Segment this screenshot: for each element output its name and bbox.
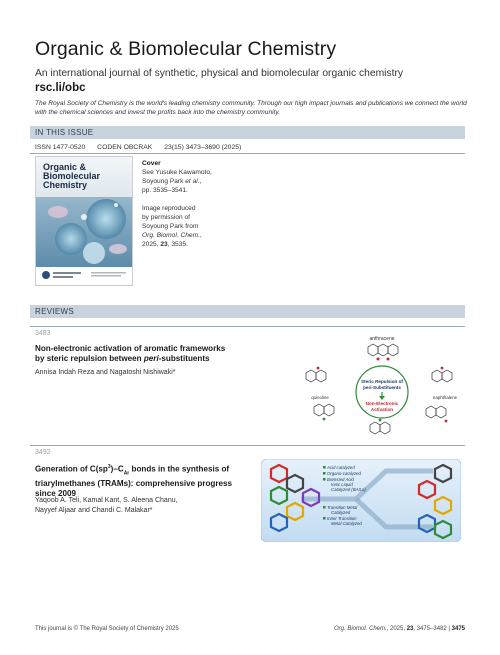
method-inner: Inner Transition xyxy=(327,516,357,521)
label-activation-2: Activation xyxy=(370,407,394,412)
volume-pages: 23(15) 3473–3690 (2025) xyxy=(164,144,242,151)
cover-mini-title-2: Biomolecular xyxy=(43,171,101,181)
rsc-blurb: The Royal Society of Chemistry is the world's leading chemistry community. Through our high impact journals and publications we connect the world with the chemical sciences and invest the profits back into the chemistry community. xyxy=(35,100,467,117)
reviews-band xyxy=(30,305,465,318)
cover-mini-title-1: Organic & xyxy=(43,162,87,172)
toc-graphic-trams xyxy=(261,459,461,542)
issn-line xyxy=(35,144,251,151)
cover-repro-1: Image reproduced xyxy=(142,205,196,212)
reviews-heading: REVIEWS xyxy=(35,307,74,316)
cover-repro-4: Org. Biomol. Chem., xyxy=(142,232,202,239)
coden: CODEN OBCRAK xyxy=(97,144,153,151)
label-anthracene: anthracene xyxy=(369,336,395,342)
journal-subtitle: An international journal of synthetic, physical and biomolecular organic chemistry xyxy=(35,68,404,79)
divider xyxy=(30,153,465,154)
cover-repro-5: 2025, 23, 3535. xyxy=(142,241,188,248)
cover-mini-title-3: Chemistry xyxy=(43,180,88,190)
method-tm-cat: Catalyzed xyxy=(331,510,351,515)
cover-info xyxy=(142,159,222,249)
cover-artwork xyxy=(36,157,133,286)
cover-line-2: Soyoung Park et al., xyxy=(142,178,202,185)
cover-image[interactable] xyxy=(35,156,133,286)
divider xyxy=(30,445,465,446)
method-tm: Transition Metal xyxy=(327,505,358,510)
journal-url-link[interactable]: rsc.li/obc xyxy=(35,82,86,94)
cover-repro-2: by permission of xyxy=(142,214,191,221)
article-page-number: 3483 xyxy=(35,330,51,337)
divider xyxy=(30,326,465,327)
article-authors: Annisa Indah Reza and Nagatoshi Nishiwaki* xyxy=(35,369,176,376)
cover-line-1: See Yusuke Kawamoto, xyxy=(142,169,212,176)
cover-repro-3: Soyoung Park from xyxy=(142,223,199,230)
in-this-issue-band xyxy=(30,126,465,139)
article-title[interactable]: Generation of $C(sp^3)-C_{Ar}$ bonds in the synthesis of triarylmethanes (TRAMs): comprehensive progress since 2009 xyxy=(35,464,233,498)
toc-graphic-peri xyxy=(300,330,465,442)
cover-heading: Cover xyxy=(142,160,161,167)
page-number: 3475 xyxy=(451,626,465,632)
method-bails: Catalyzed (BAILs) xyxy=(331,487,366,492)
method-organo: Organo-catalyzed xyxy=(327,471,361,476)
label-quinoline: quinoline xyxy=(311,395,329,400)
article-authors: Yaqoob A. Teli, Kamal Kant, S. Aleena Chanu, Nayyef Aljaar and Chandi C. Malakar* xyxy=(35,497,178,514)
footer-copyright: This journal is © The Royal Society of Chemistry 2025 xyxy=(35,626,179,632)
method-bronsted: Brønsted Acid xyxy=(327,477,354,482)
method-acid: Acid catalyzed xyxy=(327,465,355,470)
label-naphthalene: naphthalene xyxy=(432,395,458,400)
journal-title: Organic & Biomolecular Chemistry xyxy=(35,38,337,60)
label-steric-1: Steric Repulsion of xyxy=(361,379,403,384)
label-activation-1: Non-Electronic xyxy=(365,401,399,406)
label-steric-2: peri-Substituents xyxy=(363,385,401,390)
article-title[interactable]: Non-electronic activation of aromatic frameworks by steric repulsion between peri-substituents xyxy=(35,344,226,364)
method-inner-cat: Metal Catalyzed xyxy=(331,521,362,526)
issn: ISSN 1477-0520 xyxy=(35,144,86,151)
article-page-number: 3492 xyxy=(35,449,51,456)
method-ionic: Ionic Liquid xyxy=(331,482,353,487)
cover-line-3: pp. 3535–3541. xyxy=(142,187,188,194)
footer-citation: Org. Biomol. Chem., 2025, 23, 3475–3482 | 3475 xyxy=(333,626,465,632)
in-this-issue-heading: IN THIS ISSUE xyxy=(35,128,94,137)
